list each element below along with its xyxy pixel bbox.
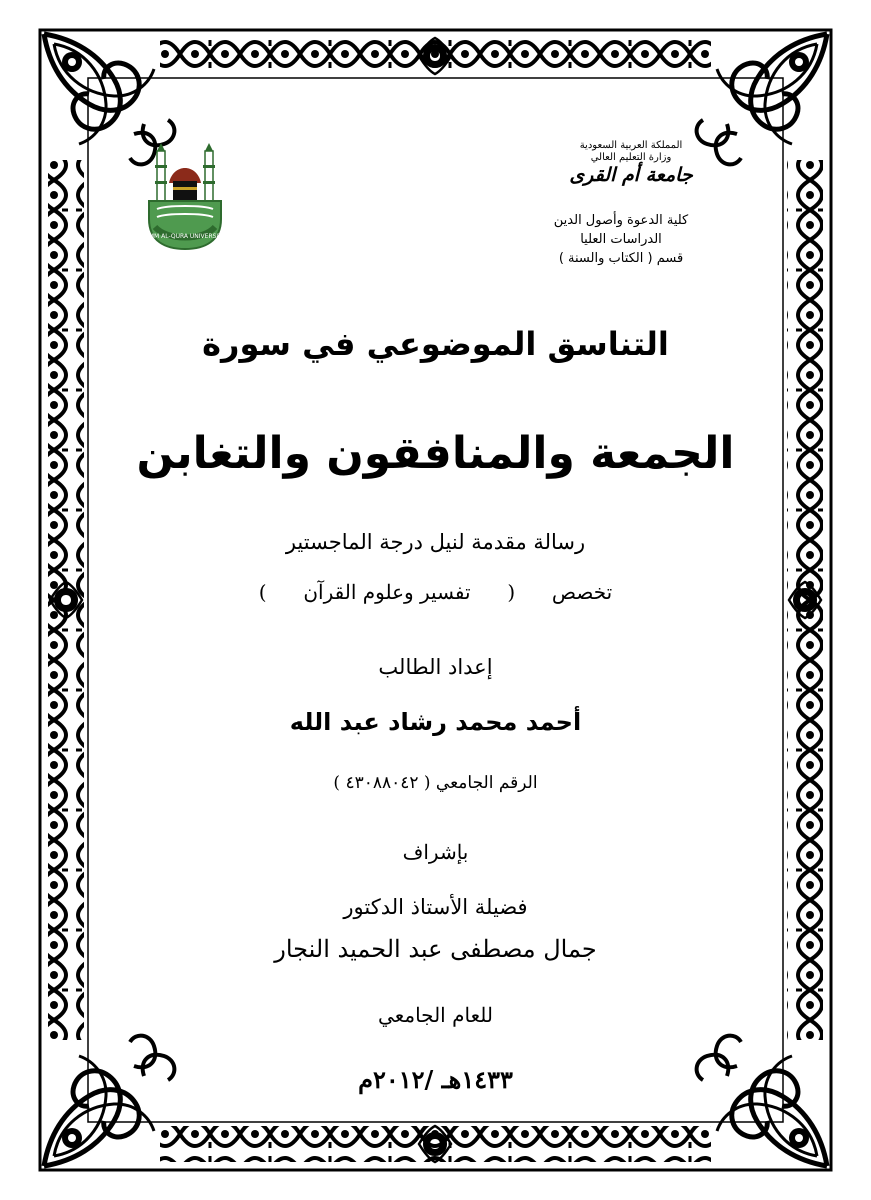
supervision-label: بإشراف [402,840,469,864]
thesis-title-line1: التناسق الموضوعي في سورة [202,325,669,363]
department-name: قسم ( الكتاب والسنة ) [558,250,684,266]
specialization-line [0,580,871,604]
supervisor-title: فضيلة الأستاذ الدكتور [343,895,528,919]
graduate-studies: الدراسات العليا [580,231,662,247]
specialization-label: تخصص [551,580,613,604]
student-name: أحمد محمد رشاد عبد الله [289,708,582,736]
degree-purpose: رسالة مقدمة لنيل درجة الماجستير [285,530,586,554]
university-seal-icon [143,143,227,251]
supervisor-name: جمال مصطفى عبد الحميد النجار [274,935,597,963]
university-name: جامعة أم القرى [569,164,693,186]
ministry-text: وزارة التعليم العالي [590,151,672,163]
academic-year-date: ١٤٣٣هـ /٢٠١٢م [358,1065,513,1094]
specialization-value: تفسير وعلوم القرآن [303,580,471,604]
faculty-name: كلية الدعوة وأصول الدين [553,213,689,228]
academic-year-label: للعام الجامعي [378,1003,493,1027]
kingdom-text: المملكة العربية السعودية [579,140,683,151]
faculty-block [511,212,731,269]
seal-text: UMM AL-QURA UNIVERSITY [144,233,226,240]
student-id: الرقم الجامعي ( ٤٣٠٨٨٠٤٢ ) [333,773,538,793]
specialization-close-paren: ) [258,580,267,604]
thesis-title-line2: الجمعة والمنافقون والتغابن [136,428,735,479]
specialization-open-paren: ( [507,580,516,604]
prepared-by-label: إعداد الطالب [378,655,493,679]
ministry-header [541,140,721,187]
